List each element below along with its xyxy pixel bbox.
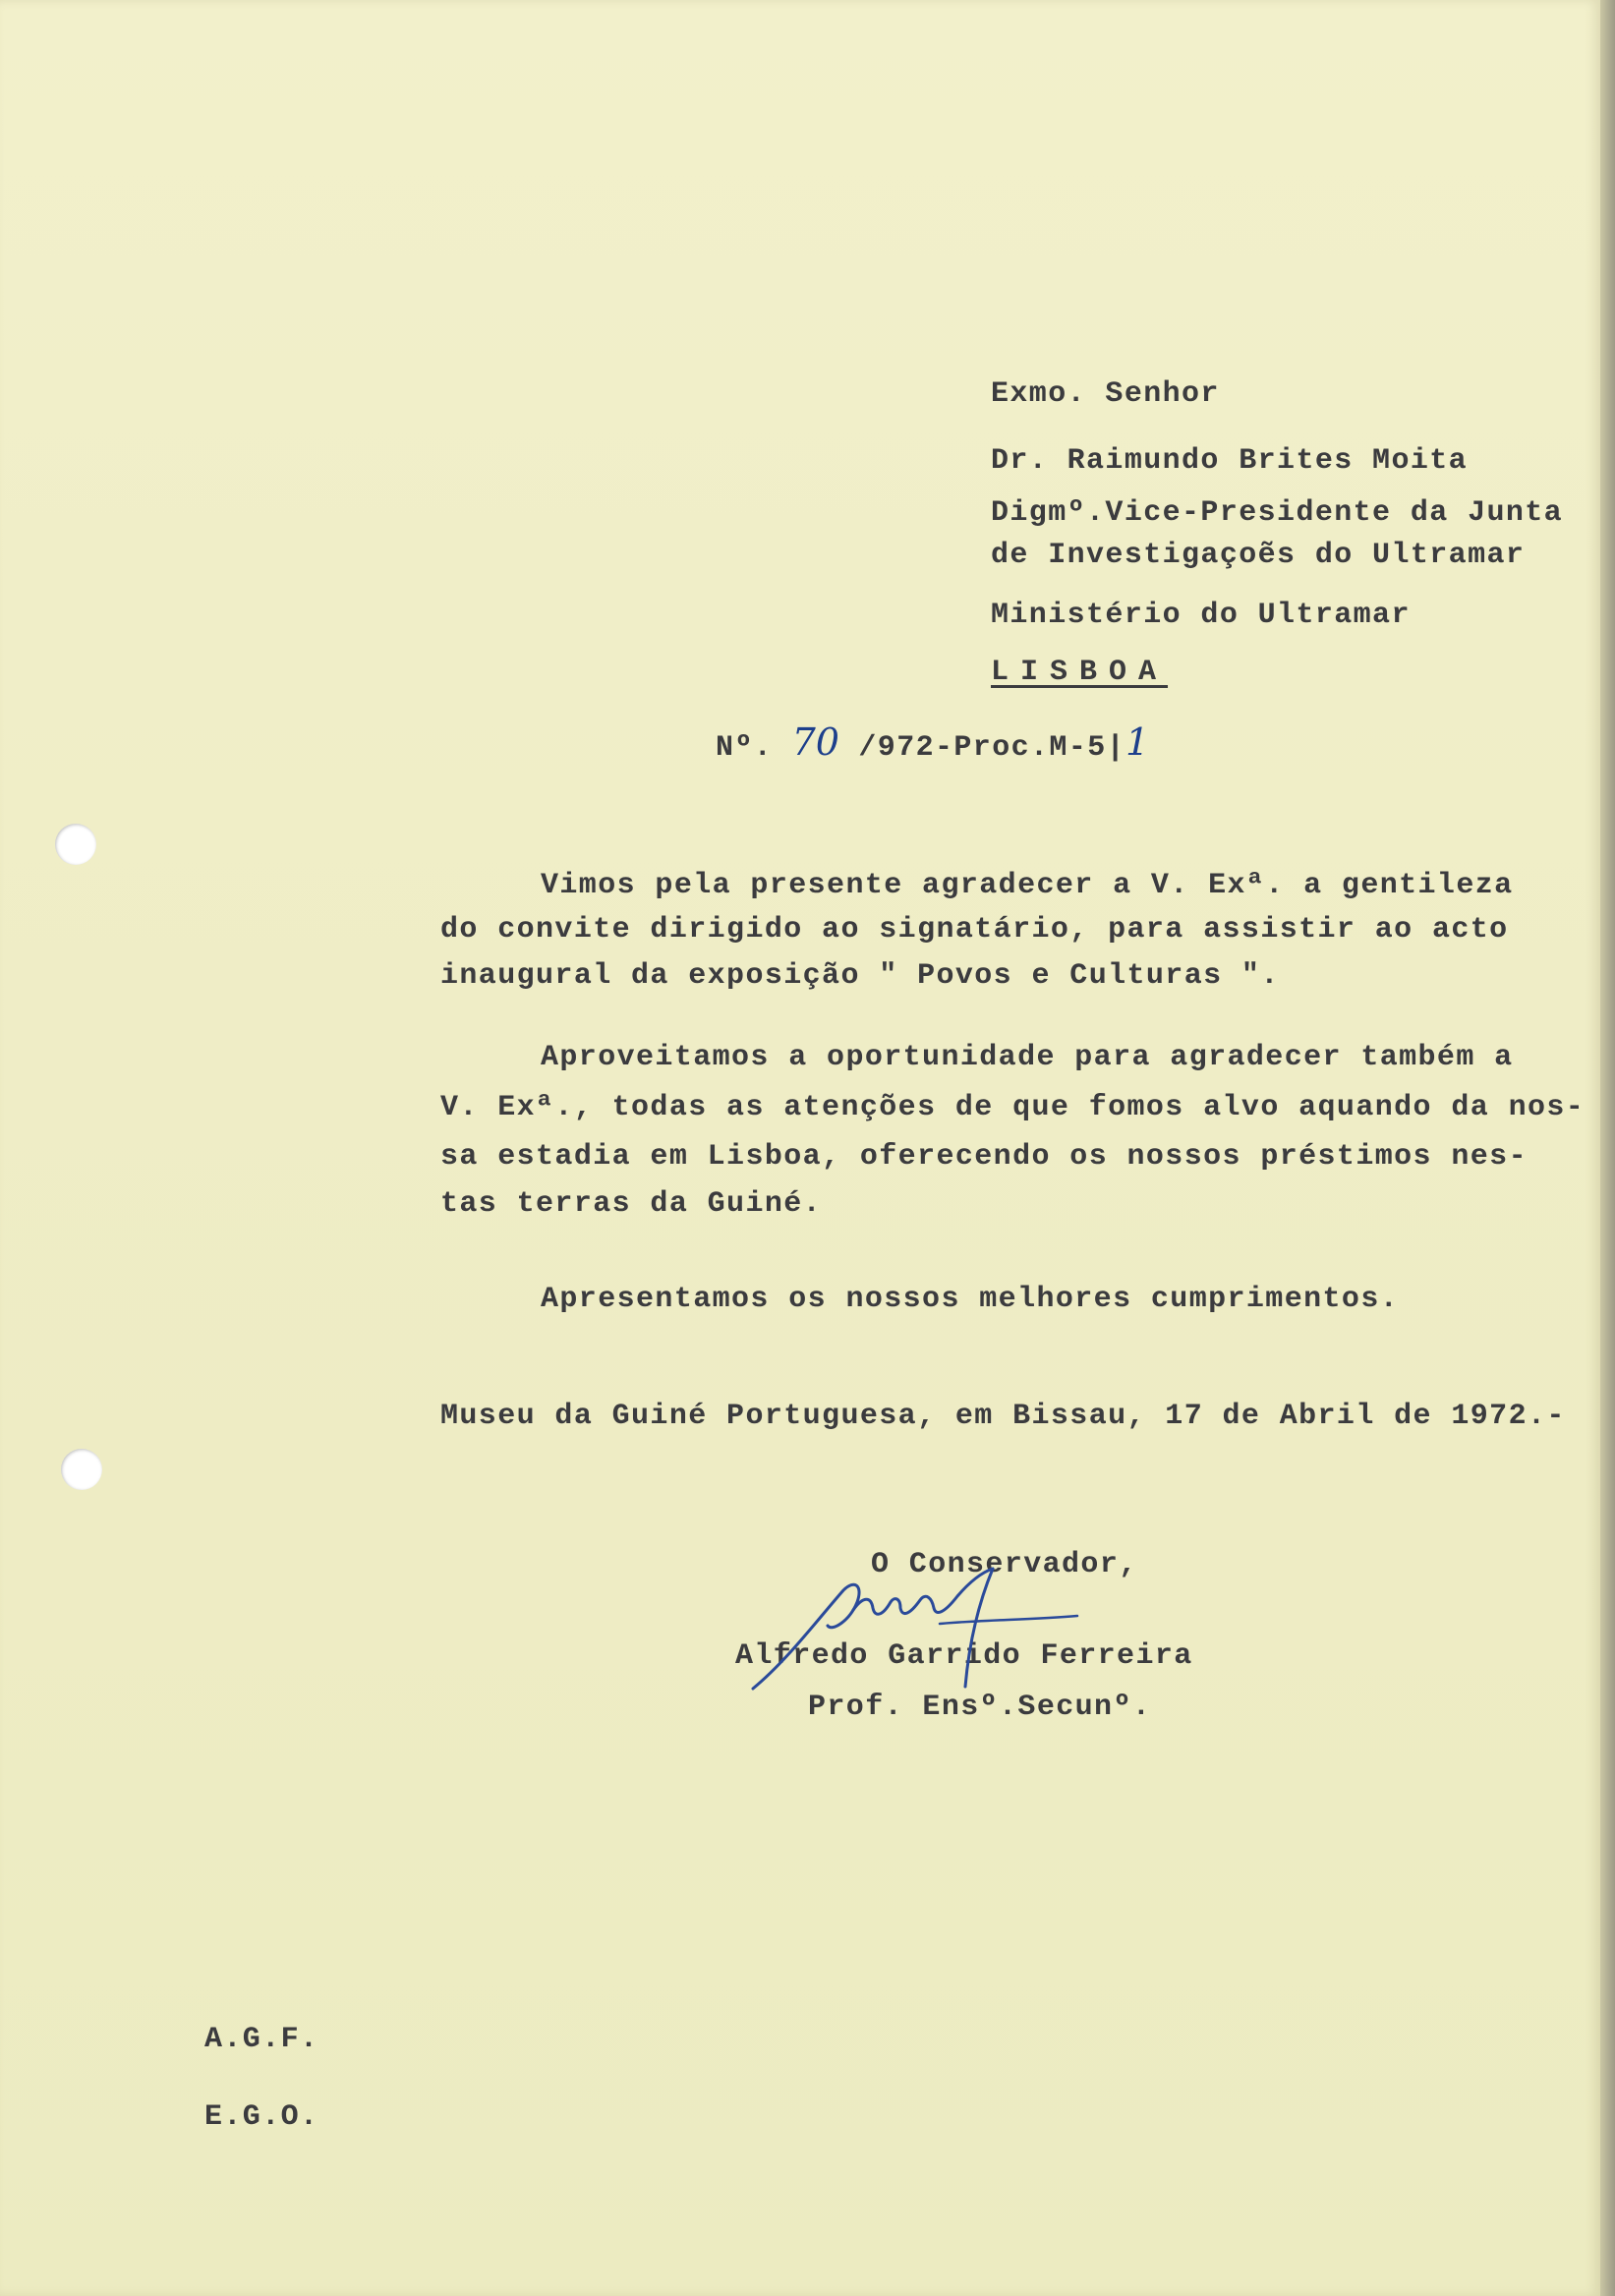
body-p2-line3: sa estadia em Lisboa, oferecendo os nossos préstimos nes-	[440, 1140, 1528, 1174]
signature-role: O Conservador,	[871, 1548, 1138, 1581]
initials-line1: A.G.F.	[204, 2023, 319, 2056]
body-p2-line2: V. Exª., todas as atenções de que fomos alvo aquando da nos-	[440, 1091, 1586, 1124]
body-p2-line1: Aproveitamos a oportunidade para agradecer também a	[541, 1041, 1514, 1074]
initials-line2: E.G.O.	[204, 2100, 319, 2134]
recipient-name: Dr. Raimundo Brites Moita	[991, 444, 1469, 478]
body-p1-line1: Vimos pela presente agradecer a V. Exª. a gentileza	[541, 869, 1514, 902]
body-p3: Apresentamos os nossos melhores cumprimentos.	[541, 1283, 1400, 1316]
reference-number-handwritten: 70	[791, 720, 839, 764]
signature-credentials: Prof. Ensº.Secunº.	[808, 1691, 1152, 1724]
body-p2-line4: tas terras da Guiné.	[440, 1187, 823, 1221]
place-date: Museu da Guiné Portuguesa, em Bissau, 17 de Abril de 1972.-	[440, 1400, 1566, 1433]
salutation: Exmo. Senhor	[991, 377, 1220, 411]
reference-middle: /972-Proc.M-5|	[858, 731, 1126, 765]
reference-line	[716, 720, 1150, 765]
reference-suffix-handwritten: 1	[1125, 720, 1150, 764]
punch-hole-bottom	[61, 1449, 102, 1490]
page-edge	[1600, 0, 1615, 2296]
signature-name: Alfredo Garrido Ferreira	[735, 1639, 1193, 1673]
recipient-ministry: Ministério do Ultramar	[991, 599, 1411, 632]
reference-prefix: Nº.	[716, 731, 774, 765]
recipient-title-line2: de Investigaçoẽs do Ultramar	[991, 539, 1526, 572]
punch-hole-top	[55, 824, 96, 865]
body-p1-line2: do convite dirigido ao signatário, para assistir ao acto	[440, 913, 1509, 947]
handwritten-signature	[747, 1563, 1121, 1700]
recipient-title-line1: Digmº.Vice-Presidente da Junta	[991, 496, 1564, 530]
body-p1-line3: inaugural da exposição " Povos e Culturas ".	[440, 959, 1280, 993]
recipient-city: LISBOA	[991, 656, 1169, 689]
